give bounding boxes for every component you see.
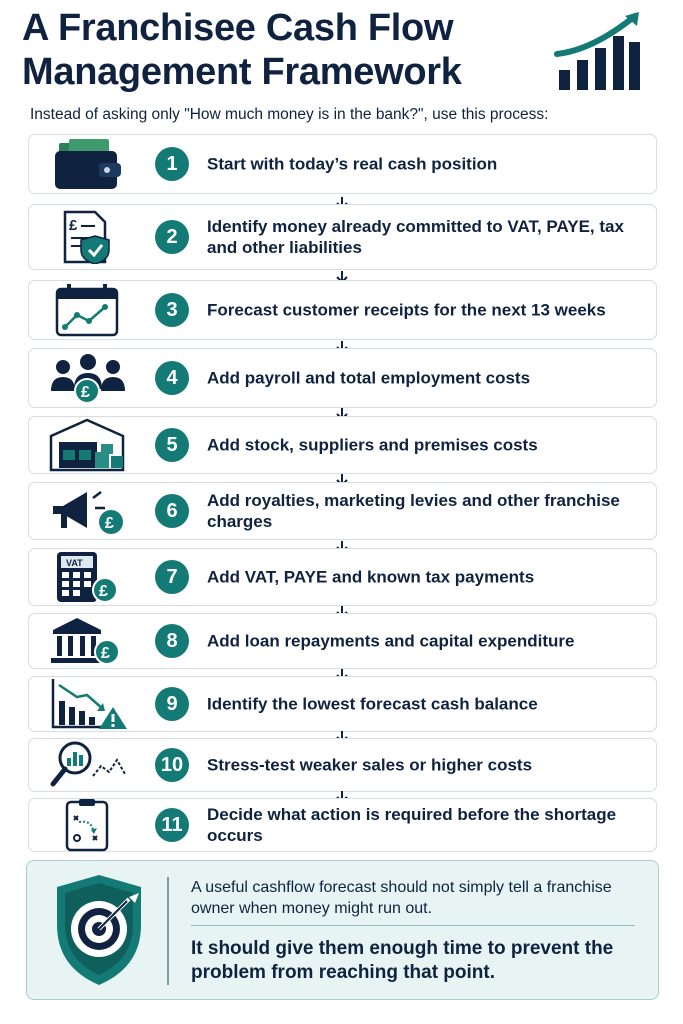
magnifier-chart-icon — [47, 738, 129, 792]
step-11-text: Decide what action is required before the shortage occurs — [207, 805, 617, 845]
step-9-number: 9 — [155, 687, 189, 721]
step-10 — [28, 738, 657, 792]
step-5 — [28, 416, 657, 474]
step-1 — [28, 134, 657, 194]
svg-text:£: £ — [101, 645, 110, 662]
step-11 — [28, 798, 657, 852]
step-9-text: Identify the lowest forecast cash balance — [207, 694, 538, 714]
subtitle: Instead of asking only "How much money is in the bank?", use this process: — [30, 106, 549, 123]
step-8-number: 8 — [155, 624, 189, 658]
clipboard-plan-icon — [47, 798, 129, 852]
document-shield-icon — [47, 210, 129, 264]
growth-chart-icon — [553, 10, 645, 92]
wallet-icon — [47, 137, 129, 191]
key-message-callout — [26, 860, 659, 1000]
title-line-1: A Franchisee Cash Flow — [22, 7, 454, 49]
callout-text-emphasis: It should give them enough time to prevent the problem from reaching that point. — [191, 938, 614, 983]
step-1-text: Start with today’s real cash position — [207, 154, 498, 174]
team-pound-icon — [47, 351, 129, 405]
svg-text:£: £ — [99, 583, 108, 600]
step-11-number: 11 — [155, 808, 189, 842]
step-4-number: 4 — [155, 361, 189, 395]
step-8-text: Add loan repayments and capital expenditure — [207, 631, 575, 651]
step-4 — [28, 348, 657, 408]
step-6-text: Add royalties, marketing levies and other franchise charges — [207, 491, 620, 531]
step-9 — [28, 676, 657, 732]
svg-text:£: £ — [69, 217, 78, 234]
title-line-2: Management Framework — [22, 51, 462, 93]
page-title — [22, 6, 562, 94]
megaphone-pound-icon — [47, 484, 129, 538]
step-10-number: 10 — [155, 748, 189, 782]
step-2-text: Identify money already committed to VAT, PAYE, tax and other liabilities — [207, 217, 624, 257]
step-7-number: 7 — [155, 560, 189, 594]
warehouse-icon — [47, 418, 129, 472]
calculator-pound-icon — [47, 550, 129, 604]
callout-divider — [167, 877, 169, 985]
svg-text:£: £ — [105, 515, 114, 532]
svg-text:£: £ — [81, 384, 90, 401]
calendar-chart-icon — [47, 283, 129, 337]
step-3-number: 3 — [155, 293, 189, 327]
step-7-text: Add VAT, PAYE and known tax payments — [207, 567, 535, 587]
bank-pound-icon — [47, 614, 129, 668]
step-2-number: 2 — [155, 220, 189, 254]
step-6 — [28, 482, 657, 540]
step-2 — [28, 204, 657, 270]
step-5-number: 5 — [155, 428, 189, 462]
step-5-text: Add stock, suppliers and premises costs — [207, 435, 538, 455]
step-8 — [28, 613, 657, 669]
step-3 — [28, 280, 657, 340]
step-4-text: Add payroll and total employment costs — [207, 368, 531, 388]
callout-rule — [191, 925, 635, 926]
shield-target-icon — [49, 871, 149, 989]
step-6-number: 6 — [155, 494, 189, 528]
step-3-text: Forecast customer receipts for the next 13 weeks — [207, 300, 606, 320]
step-1-number: 1 — [155, 147, 189, 181]
declining-chart-warning-icon — [47, 677, 129, 731]
step-10-text: Stress-test weaker sales or higher costs — [207, 755, 533, 775]
calculator-label: VAT — [66, 558, 83, 568]
callout-text-primary: A useful cashflow forecast should not simply tell a franchise owner when money might run out. — [191, 879, 612, 917]
step-7 — [28, 548, 657, 606]
